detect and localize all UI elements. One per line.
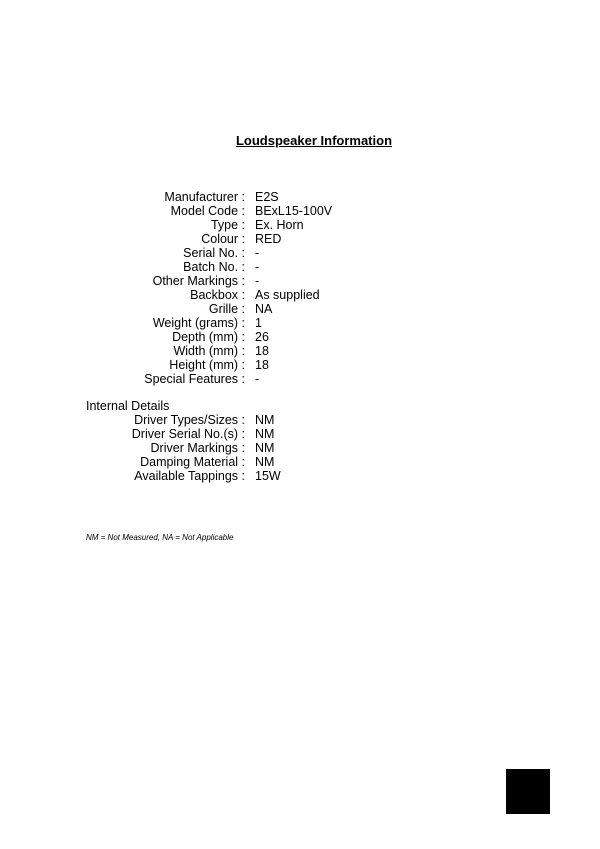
detail-label: Model Code : [170, 204, 245, 218]
detail-row-backbox [0, 288, 600, 302]
detail-value: NM [255, 413, 275, 427]
detail-label: Depth (mm) : [172, 330, 245, 344]
internal-details-heading: Internal Details [86, 399, 170, 413]
detail-label: Weight (grams) : [152, 316, 245, 330]
detail-value: E2S [255, 190, 279, 204]
detail-value: NA [255, 302, 273, 316]
detail-label: Type : [210, 218, 245, 232]
detail-value: NM [255, 441, 275, 455]
detail-row-other-markings [0, 274, 600, 288]
detail-label: Other Markings : [152, 274, 245, 288]
detail-row-model-code [0, 204, 600, 218]
detail-value: - [255, 372, 260, 386]
detail-value: 15W [255, 469, 281, 483]
detail-value: NM [255, 455, 275, 469]
detail-value: 1 [255, 316, 262, 330]
detail-row-width [0, 344, 600, 358]
detail-row-serial-no [0, 246, 600, 260]
detail-label: Serial No. : [183, 246, 245, 260]
detail-value: - [255, 274, 260, 288]
detail-row-depth [0, 330, 600, 344]
detail-value: Ex. Horn [255, 218, 304, 232]
detail-label: Manufacturer : [164, 190, 245, 204]
internal-row-driver-serial [0, 427, 600, 441]
internal-row-driver-markings [0, 441, 600, 455]
detail-label: Driver Markings : [150, 441, 245, 455]
detail-label: Available Tappings : [134, 469, 245, 483]
detail-value: As supplied [255, 288, 320, 302]
detail-label: Batch No. : [183, 260, 245, 274]
page-title: Loudspeaker Information [235, 133, 393, 148]
detail-label: Colour : [201, 232, 245, 246]
detail-value: 18 [255, 358, 269, 372]
detail-row-weight [0, 316, 600, 330]
internal-row-driver-types [0, 413, 600, 427]
detail-label: Special Features : [144, 372, 245, 386]
detail-label: Backbox : [190, 288, 245, 302]
detail-label: Height (mm) : [169, 358, 245, 372]
detail-label: Width (mm) : [173, 344, 245, 358]
detail-row-type [0, 218, 600, 232]
detail-value: - [255, 260, 260, 274]
detail-value: 26 [255, 330, 269, 344]
detail-value: 18 [255, 344, 269, 358]
footnote: NM = Not Measured, NA = Not Applicable [86, 533, 234, 542]
detail-row-height [0, 358, 600, 372]
detail-label: Grille : [208, 302, 245, 316]
detail-value: BExL15-100V [255, 204, 333, 218]
detail-row-batch-no [0, 260, 600, 274]
detail-label: Driver Serial No.(s) : [131, 427, 245, 441]
detail-label: Driver Types/Sizes : [134, 413, 245, 427]
detail-value: - [255, 246, 260, 260]
detail-value: NM [255, 427, 275, 441]
page-corner-block [506, 769, 550, 814]
detail-row-grille [0, 302, 600, 316]
detail-value: RED [255, 232, 282, 246]
detail-label: Damping Material : [140, 455, 245, 469]
detail-row-special-features [0, 372, 600, 386]
internal-row-damping-material [0, 455, 600, 469]
internal-row-available-tappings [0, 469, 600, 483]
detail-row-manufacturer [0, 190, 600, 204]
detail-row-colour [0, 232, 600, 246]
